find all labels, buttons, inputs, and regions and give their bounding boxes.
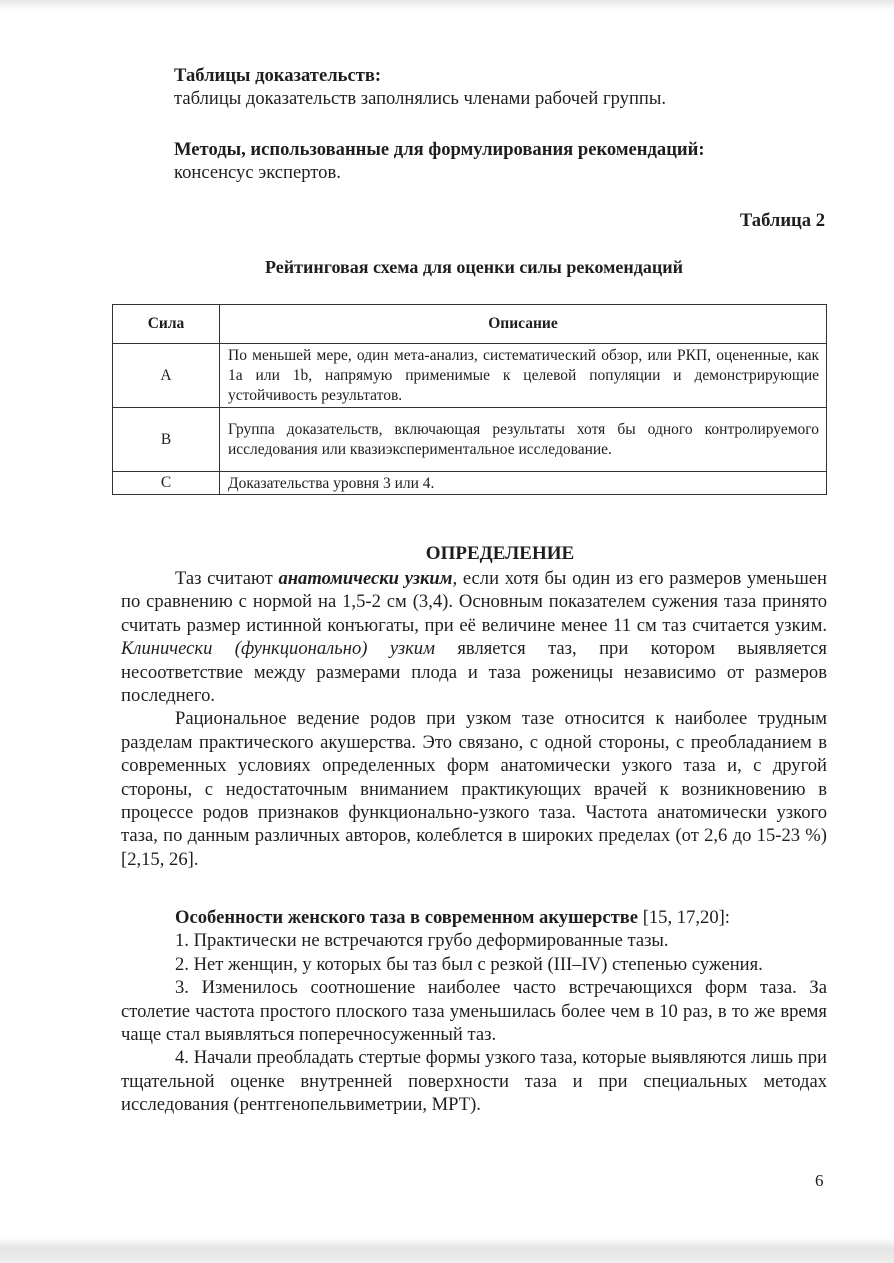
features-item: 3. Изменилось соотношение наиболее часто встречающихся форм таза. За столетие частота простого плоского таза уменьшилась более чем в 10 раз, в то же время чаще стал выявляться поперечносуженный таз. (121, 977, 827, 1046)
features-item: 2. Нет женщин, у которых бы таз был с резкой (III–IV) степенью сужения. (175, 953, 763, 975)
table-row (113, 472, 827, 495)
methods-text: консенсус экспертов. (174, 162, 341, 184)
definition-section (121, 567, 827, 871)
definition-term-clinical: Клинически (функционально) узким (121, 638, 435, 660)
methods-section (174, 138, 814, 185)
recommendation-grades-table (112, 304, 827, 495)
description-cell: Доказательства уровня 3 или 4. (220, 472, 827, 495)
features-refs: [15, 17,20]: (638, 907, 730, 928)
features-heading: Особенности женского таза в современном акушерстве (175, 907, 639, 928)
definition-p1-end: является таз, при котором выявляется несоответствие между размерами плода и таза роженицы независимо от размеров последнего. (121, 638, 827, 707)
description-cell: По меньшей мере, один мета-анализ, систематический обзор, или РКП, оцененные, как 1а или 1b, напрямую применимые к целевой популяции и демонстрирующие устойчивость результатов. (220, 344, 827, 408)
table-row (113, 408, 827, 472)
definition-paragraph-1 (121, 567, 827, 707)
grade-cell: C (113, 472, 220, 495)
definition-paragraph-2: Рациональное ведение родов при узком тазе относится к наиболее трудным разделам практического акушерства. Это связано, с одной стороны, с преобладанием в современных условиях определенных форм анатомически узкого таза и, с другой стороны, с недостаточным вниманием практикующих врачей к возникновению в процессе родов признаков функционально-узкого таза. Частота анатомически узкого таза, по данным различных авторов, колеблется в широких пределах (от 2,6 до 15-23 %) [2,15, 26]. (121, 708, 827, 870)
features-heading-line (121, 906, 827, 929)
table-header-row (113, 305, 827, 344)
features-item: 4. Начали преобладать стертые формы узкого таза, которые выявляются лишь при тщательной оценке внутренней поверхности таза и при специальных методах исследования (рентгенопельвиметрии, МРТ). (121, 1047, 827, 1116)
page-number: 6 (815, 1171, 824, 1190)
column-header-description: Описание (220, 305, 827, 344)
grade-cell: A (113, 344, 220, 408)
definition-p1-start: Таз считают (175, 568, 273, 589)
definition-title: ОПРЕДЕЛЕНИЕ (425, 543, 575, 564)
definition-term-anatomical: анатомически узким (278, 568, 453, 589)
methods-heading: Методы, использованные для формулирования рекомендаций: (174, 139, 705, 160)
table-title: Рейтинговая схема для оценки силы рекомендаций (265, 257, 683, 277)
definition-p1-mid: , если хотя бы один из его размеров уменьшен по сравнению с нормой на 1,5-2 см (3,4). Основным показателем сужения таза принято считать размер истинной конъюгаты, при её величине менее 11 см таз считается узким. (121, 568, 828, 636)
scan-edge-top (0, 0, 894, 10)
scan-edge-bottom (0, 1238, 894, 1263)
description-cell: Группа доказательств, включающая результаты хотя бы одного контролируемого исследования или квазиэкспериментальное исследование. (220, 408, 827, 472)
evidence-tables-heading: Таблицы доказательств: (174, 65, 382, 86)
features-section (121, 906, 827, 1117)
features-item: 1. Практически не встречаются грубо деформированные тазы. (175, 930, 669, 952)
evidence-tables-text: таблицы доказательств заполнялись членами рабочей группы. (174, 88, 666, 110)
grade-cell: B (113, 408, 220, 472)
column-header-grade: Сила (113, 305, 220, 344)
evidence-tables-section (174, 64, 814, 111)
table-row (113, 344, 827, 408)
table-label: Таблица 2 (739, 210, 825, 231)
